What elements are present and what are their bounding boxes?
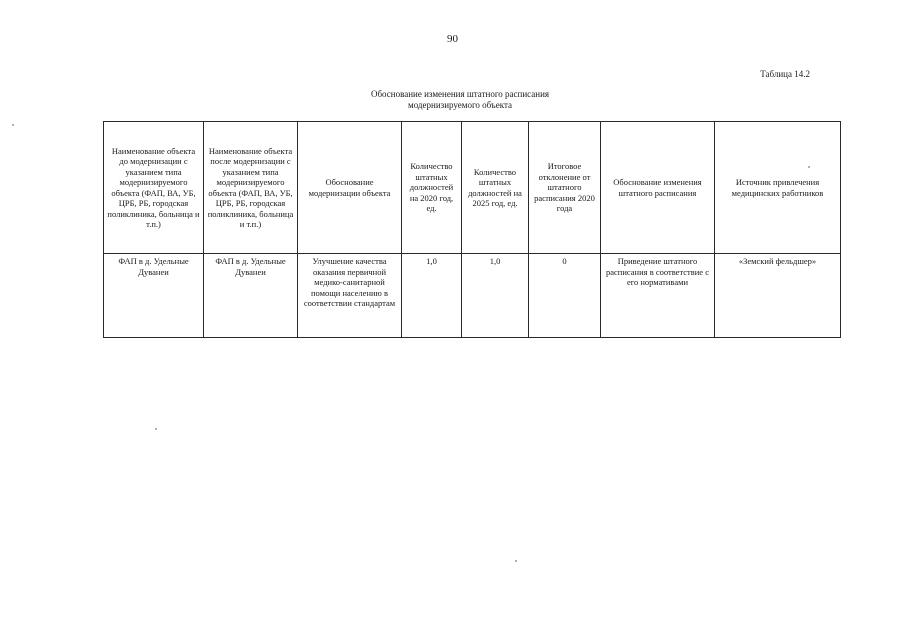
cell-deviation: 0 — [529, 254, 601, 338]
cell-object-before: ФАП в д. Удельные Дуванеи — [104, 254, 204, 338]
header-staff-source: Источник привлечения медицинских работников — [715, 122, 841, 254]
scan-speck — [515, 560, 517, 562]
staffing-table — [103, 121, 841, 338]
document-title — [310, 89, 610, 111]
cell-modernization-reason: Улучшение качества оказания первичной медико-санитарной помощи населению в соответствии стандартам — [298, 254, 402, 338]
table-label: Таблица 14.2 — [760, 69, 810, 79]
title-line-1: Обоснование изменения штатного расписания — [370, 89, 550, 99]
cell-staff-source: «Земский фельдшер» — [715, 254, 841, 338]
cell-count-2025: 1,0 — [462, 254, 529, 338]
header-modernization-reason: Обоснование модернизации объекта — [298, 122, 402, 254]
scan-speck — [808, 166, 810, 168]
page-number: 90 — [447, 33, 458, 45]
cell-object-after: ФАП в д. Удельные Дуванеи — [204, 254, 298, 338]
scan-speck — [155, 428, 157, 430]
header-count-2025: Количество штатных должностей на 2025 год, ед. — [462, 122, 529, 254]
header-row — [104, 122, 841, 254]
header-count-2020: Количество штатных должностей на 2020 год, ед. — [402, 122, 462, 254]
table-row — [104, 254, 841, 338]
header-deviation: Итоговое отклонение от штатного расписания 2020 года — [529, 122, 601, 254]
header-object-after: Наименование объекта после модернизации с указанием типа модернизируемого объекта (ФАП, ВА, УБ, ЦРБ, РБ, городская поликлиника, больница и т.п.) — [204, 122, 298, 254]
scan-speck — [12, 124, 14, 126]
cell-change-reason: Приведение штатного расписания в соответствие с его нормативами — [601, 254, 715, 338]
title-line-2: модернизируемого объекта — [408, 100, 512, 110]
cell-count-2020: 1,0 — [402, 254, 462, 338]
header-change-reason: Обоснование изменения штатного расписания — [601, 122, 715, 254]
header-object-before: Наименование объекта до модернизации с указанием типа модернизируемого объекта (ФАП, ВА, УБ, ЦРБ, РБ, городская поликлиника, больница и т.п.) — [104, 122, 204, 254]
